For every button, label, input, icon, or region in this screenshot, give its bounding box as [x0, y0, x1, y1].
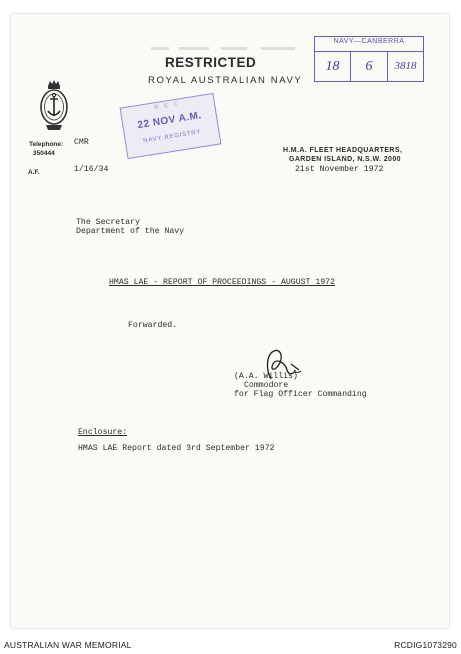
body-text: Forwarded. [128, 321, 178, 330]
organisation-heading: ROYAL AUSTRALIAN NAVY [148, 75, 303, 86]
registry-day: 18 [325, 59, 340, 74]
subject-line: HMAS LAE - REPORT OF PROCEEDINGS - AUGUST 1972 [109, 278, 336, 287]
registry-number: 3818 [394, 60, 417, 72]
enclosure-label: Enclosure: [78, 428, 128, 437]
received-stamp-bottom: NAVY REGISTRY [142, 129, 202, 145]
registry-stamp-title: NAVY—CANBERRA [333, 38, 405, 45]
faint-overprint [151, 44, 301, 54]
file-number: 1/16/34 [74, 165, 109, 174]
signatory-rank: Commodore [244, 381, 289, 390]
signatory-role: for Flag Officer Commanding [234, 390, 367, 399]
document-page [11, 14, 449, 628]
enclosure-text: HMAS LAE Report dated 3rd September 1972 [78, 444, 275, 453]
recipient-line1: The Secretary [76, 218, 140, 227]
recipient-line2: Department of the Navy [76, 227, 185, 236]
registry-stamp [314, 36, 424, 82]
registry-stamp-divider [315, 51, 423, 52]
received-stamp [120, 93, 222, 159]
navy-crest-icon [38, 78, 70, 134]
letter-date: 21st November 1972 [295, 165, 384, 174]
telephone-label: Telephone: [29, 141, 64, 148]
classification-heading: RESTRICTED [165, 55, 257, 70]
sender-address-line1: H.M.A. FLEET HEADQUARTERS, [283, 147, 403, 154]
received-stamp-date: 22 NOV A.M. [136, 110, 203, 132]
telephone-number: 350444 [33, 150, 55, 157]
registry-file: 6 [365, 59, 373, 74]
signatory-name: (A.A. Willis) [234, 372, 298, 381]
af-label: A.F. [28, 169, 40, 176]
received-stamp-top: R E C [154, 101, 181, 112]
footer-record-id: RCDIG1073290 [394, 640, 457, 650]
sender-address-line2: GARDEN ISLAND, N.S.W. 2000 [289, 156, 401, 163]
footer-archive-name: AUSTRALIAN WAR MEMORIAL [4, 640, 132, 650]
reference-initials: CMR [74, 138, 89, 147]
